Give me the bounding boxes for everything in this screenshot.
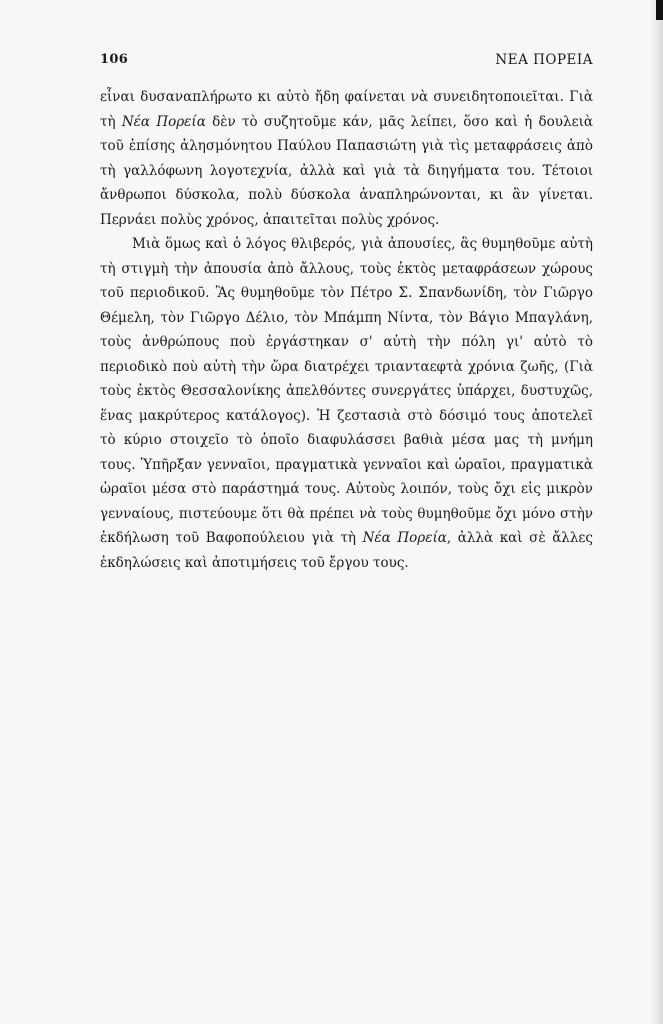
scan-edge-shadow (649, 0, 663, 1024)
paragraph-1 (100, 85, 593, 232)
journal-title-italic: Νέα Πορεία (362, 530, 447, 546)
paragraph-2-segment-1: Μιὰ ὅμως καὶ ὁ λόγος θλιβερός, γιὰ ἀπουσίες, ἂς θυμηθοῦμε αὐτὴ τὴ στιγμὴ τὴν ἀπουσία ἀπὸ ἄλλους, τοὺς ἐκτὸς μεταφράσεων χώρους τοῦ περιοδικοῦ. Ἂς θυμηθοῦμε τὸν Πέτρο Σ. Σπανδωνίδη, τὸν Γιῶργο Θέμελη, τὸν Γιῶργο Δέλιο, τὸν Μπάμπη Νίντα, τὸν Βάγιο Μπαγλάνη, τοὺς ἀνθρώπους ποὺ ἐργάστηκαν σ' αὐτὴ τὴν πόλη γι' αὐτὸ τὸ περιοδικὸ ποὺ αὐτὴ τὴν ὥρα διατρέχει τριανταεφτὰ χρόνια ζωῆς, (Γιὰ τοὺς ἐκτὸς Θεσσαλονίκης ἀπελθόντες συνεργάτες ὑπάρχει, δυστυχῶς, ἕνας μακρύτερος κατάλογος). Ἡ ζεστασιὰ στὸ δόσιμό τους ἀποτελεῖ τὸ κύριο στοιχεῖο τὸ ὁποῖο διαφυλάσσει βαθιὰ μέσα μας τὴ μνήμη τους. Ὑπῆρξαν γενναῖοι, πραγματικὰ γενναῖοι καὶ ὡραῖοι, πραγματικὰ ὡραῖοι μέσα στὸ παράστημά τους. Αὐτοὺς λοιπόν, τοὺς ὄχι εἰς μικρὸν γενναίους, πιστεύουμε ὅτι θὰ πρέπει νὰ τοὺς θυμηθοῦμε ὄχι μόνο στὴν ἐκδήλωση τοῦ Βαφοπούλειου γιὰ τὴ (100, 236, 593, 546)
journal-title-italic: Νέα Πορεία (121, 113, 206, 130)
paragraph-1-segment-3: δὲν τὸ συζητοῦμε κάν, μᾶς λείπει, ὅσο καὶ ἡ δουλειὰ τοῦ ἐπίσης ἀλησμόνητου Παύλου Παπασιώτη γιὰ τὶς μεταφράσεις ἀπὸ τὴ γαλλόφωνη λογοτεχνία, ἀλλὰ καὶ γιὰ τὰ διηγήματα του. Τέτοιοι ἄνθρωποι δύσκολα, πολὺ δύσκολα ἀναπληρώνονται, κι ἂν γίνεται. Περνάει πολὺς χρόνος, ἀπαιτεῖται πολὺς χρόνος. (100, 113, 593, 228)
paragraph-2 (100, 232, 593, 575)
body-text (100, 85, 593, 575)
page-header (100, 52, 593, 68)
paragraph-2-segment-3: , ἀλλὰ καὶ σὲ ἄλλες ἐκδηλώσεις καὶ ἀποτιμήσεις τοῦ ἔργου τους. (100, 530, 593, 571)
page-number: 106 (100, 52, 129, 67)
paragraph-1-segment-1: εἶναι δυσαναπλήρωτο κι αὐτὸ ἤδη φαίνεται νὰ συνειδητοποιεῖται. Γιὰ τὴ (100, 89, 593, 130)
running-title: ΝΕΑ ΠΟΡΕΙΑ (495, 52, 593, 68)
scan-corner-mark (656, 0, 663, 20)
